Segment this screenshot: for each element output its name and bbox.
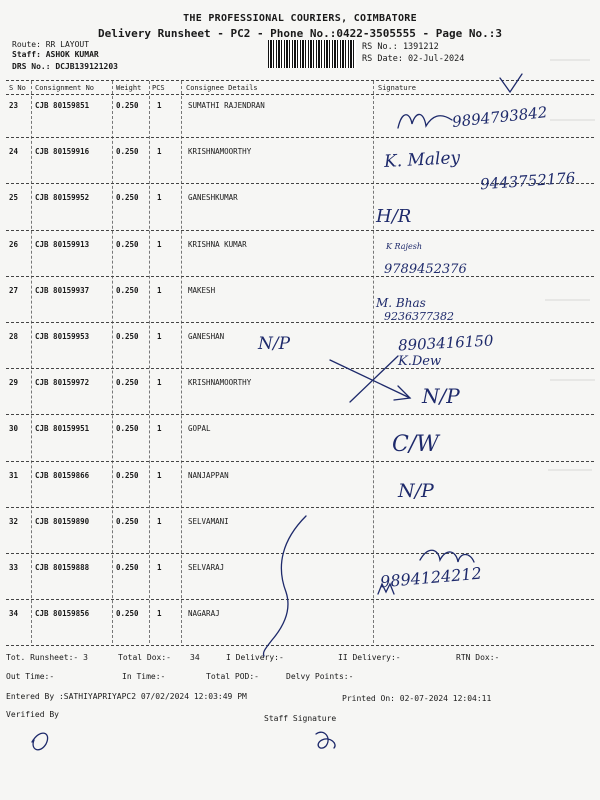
row-divider xyxy=(6,507,594,508)
consignee-name: GANESHAN xyxy=(188,332,225,341)
rs-number: RS No.: 1391212 xyxy=(362,42,439,52)
col-signature: Signature xyxy=(378,84,416,92)
handwritten-name-28: K.Dew xyxy=(398,354,442,369)
row-divider xyxy=(6,230,594,231)
handwritten-name-26: K Rajesh xyxy=(386,242,422,251)
consignee-name: NANJAPPAN xyxy=(188,470,229,480)
handwritten-cw-30: C/W xyxy=(392,432,439,457)
handwritten-phone-23: 9894793842 xyxy=(451,103,549,131)
table-row xyxy=(0,424,600,470)
weight-value: 0.250 xyxy=(116,470,139,480)
row-divider xyxy=(6,276,594,277)
pcs-count: 1 xyxy=(157,378,162,388)
serial-number: 23 xyxy=(9,101,19,110)
serial-number: 26 xyxy=(9,239,19,249)
consignment-number: CJB 80159972 xyxy=(35,378,90,388)
weight-value: 0.250 xyxy=(116,563,139,572)
serial-number: 31 xyxy=(9,470,19,480)
drs-number: DRS No.: DCJB139121203 xyxy=(12,62,118,71)
printed-on: Printed On: 02-07-2024 12:04:11 xyxy=(342,694,492,703)
pcs-count: 1 xyxy=(157,101,162,110)
serial-number: 29 xyxy=(9,378,19,388)
col-consignee: Consignee Details xyxy=(186,84,258,92)
consignee-name: SELVARAJ xyxy=(188,563,225,572)
consignee-name: KRISHNA KUMAR xyxy=(188,239,247,249)
consignee-name: KRISHNAMOORTHY xyxy=(188,378,252,388)
consignment-number: CJB 80159951 xyxy=(35,424,90,434)
company-title: THE PROFESSIONAL COURIERS, COIMBATORE xyxy=(183,13,417,24)
tick-mark-top xyxy=(500,74,522,92)
consignee-name: NAGARAJ xyxy=(188,609,220,619)
table-row xyxy=(0,471,600,517)
pcs-count: 1 xyxy=(157,470,162,480)
col-sno: S No xyxy=(9,84,26,92)
handwritten-hr-25: H/R xyxy=(376,206,412,227)
pcs-count: 1 xyxy=(157,285,162,295)
handwritten-name-27: M. Bhas xyxy=(376,296,426,310)
handwritten-np-31: N/P xyxy=(398,480,434,502)
handwritten-phone-27: 9236377382 xyxy=(384,310,454,323)
pcs-count: 1 xyxy=(157,193,162,203)
rs-date: RS Date: 02-Jul-2024 xyxy=(362,54,465,64)
handwritten-name-24: K. Maley xyxy=(383,148,461,172)
pcs-count: 1 xyxy=(157,424,162,434)
weight-value: 0.250 xyxy=(116,609,139,619)
weight-value: 0.250 xyxy=(116,147,139,157)
consignment-number: CJB 80159916 xyxy=(35,147,90,157)
table-row xyxy=(0,563,600,609)
weight-value: 0.250 xyxy=(116,193,139,203)
pcs-count: 1 xyxy=(157,147,162,157)
consignment-number: CJB 80159866 xyxy=(35,470,90,480)
consignee-name: GANESHKUMAR xyxy=(188,193,238,203)
serial-number: 28 xyxy=(9,332,19,341)
table-row xyxy=(0,378,600,424)
verifier-signature xyxy=(32,733,48,750)
handwritten-np-29: N/P xyxy=(422,384,460,408)
col-pcs: PCS xyxy=(152,84,165,92)
serial-number: 25 xyxy=(9,193,19,203)
pcs-count: 1 xyxy=(157,609,162,619)
row-divider xyxy=(6,322,594,323)
col-weight: Weight xyxy=(116,84,142,92)
pcs-count: 1 xyxy=(157,332,162,341)
rtn-dox: RTN Dox:- xyxy=(456,653,500,662)
consignment-number: CJB 80159913 xyxy=(35,239,90,249)
table-row xyxy=(0,609,600,655)
weight-value: 0.250 xyxy=(116,285,139,295)
serial-number: 34 xyxy=(9,609,19,619)
consignment-number: CJB 80159953 xyxy=(35,332,90,341)
delvy-points: Delvy Points:- xyxy=(286,672,354,681)
weight-value: 0.250 xyxy=(116,516,139,526)
pcs-count: 1 xyxy=(157,239,162,249)
consignee-name: MAKESH xyxy=(188,285,216,295)
handwritten-np-28: N/P xyxy=(258,334,291,354)
row-divider xyxy=(6,599,594,600)
weight-value: 0.250 xyxy=(116,239,139,249)
handwritten-phone-28: 8903416150 xyxy=(397,331,494,355)
handwritten-phone-33: 9894124212 xyxy=(379,563,483,592)
serial-number: 27 xyxy=(9,285,19,295)
consignment-number: CJB 80159937 xyxy=(35,285,90,295)
staff-signature-scribble xyxy=(316,732,335,748)
table-row xyxy=(0,240,600,286)
row-divider xyxy=(6,137,594,138)
runsheet-title: Delivery Runsheet - PC2 - Phone No.:0422-3505555 - Page No.:3 xyxy=(98,27,502,40)
serial-number: 32 xyxy=(9,516,19,526)
weight-value: 0.250 xyxy=(116,424,139,434)
verified-by: Verified By xyxy=(6,710,59,719)
row-divider xyxy=(6,553,594,554)
consignment-number: CJB 80159890 xyxy=(35,516,90,526)
consignment-number: CJB 80159856 xyxy=(35,609,90,619)
consignee-name: GOPAL xyxy=(188,424,211,434)
consignment-number: CJB 80159952 xyxy=(35,193,90,203)
table-row xyxy=(0,286,600,332)
table-row xyxy=(0,193,600,239)
pcs-count: 1 xyxy=(157,563,162,572)
serial-number: 30 xyxy=(9,424,19,434)
weight-value: 0.250 xyxy=(116,378,139,388)
handwritten-phone-24: 9443752176 xyxy=(479,168,576,194)
table-row xyxy=(0,332,600,378)
barcode xyxy=(268,40,356,68)
row-divider xyxy=(6,368,594,369)
consignment-number: CJB 80159888 xyxy=(35,563,90,572)
i-delivery: I Delivery:- xyxy=(226,653,284,662)
staff-label: Staff: ASHOK KUMAR xyxy=(12,50,99,59)
staff-signature-label: Staff Signature xyxy=(264,714,337,723)
weight-value: 0.250 xyxy=(116,332,139,341)
table-bottom-divider xyxy=(6,645,594,646)
in-time: In Time:- xyxy=(122,672,166,681)
tot-runsheet: Tot. Runsheet:- 3 xyxy=(6,653,88,662)
total-dox-label: Total Dox:- xyxy=(118,653,171,662)
consignee-name: KRISHNAMOORTHY xyxy=(188,147,252,157)
route-label: Route: RR LAYOUT xyxy=(12,40,90,49)
row-divider xyxy=(6,461,594,462)
entered-by: Entered By :SATHIYAPRIYAPC2 07/02/2024 12:03:49 PM xyxy=(6,692,247,701)
weight-value: 0.250 xyxy=(116,101,139,110)
consignee-name: SELVAMANI xyxy=(188,516,229,526)
ii-delivery: II Delivery:- xyxy=(338,653,401,662)
pcs-count: 1 xyxy=(157,516,162,526)
serial-number: 33 xyxy=(9,563,19,572)
handwritten-phone-26: 9789452376 xyxy=(384,262,467,277)
row-divider xyxy=(6,414,594,415)
table-row xyxy=(0,517,600,563)
total-dox-value: 34 xyxy=(190,653,200,662)
serial-number: 24 xyxy=(9,147,19,157)
consignee-name: SUMATHI RAJENDRAN xyxy=(188,101,265,110)
out-time: Out Time:- xyxy=(6,672,55,681)
header-divider-bottom xyxy=(6,94,594,95)
consignment-number: CJB 80159851 xyxy=(35,101,90,110)
total-pod: Total POD:- xyxy=(206,672,259,681)
col-consignment: Consignment No xyxy=(35,84,95,92)
header-divider-top xyxy=(6,80,594,81)
